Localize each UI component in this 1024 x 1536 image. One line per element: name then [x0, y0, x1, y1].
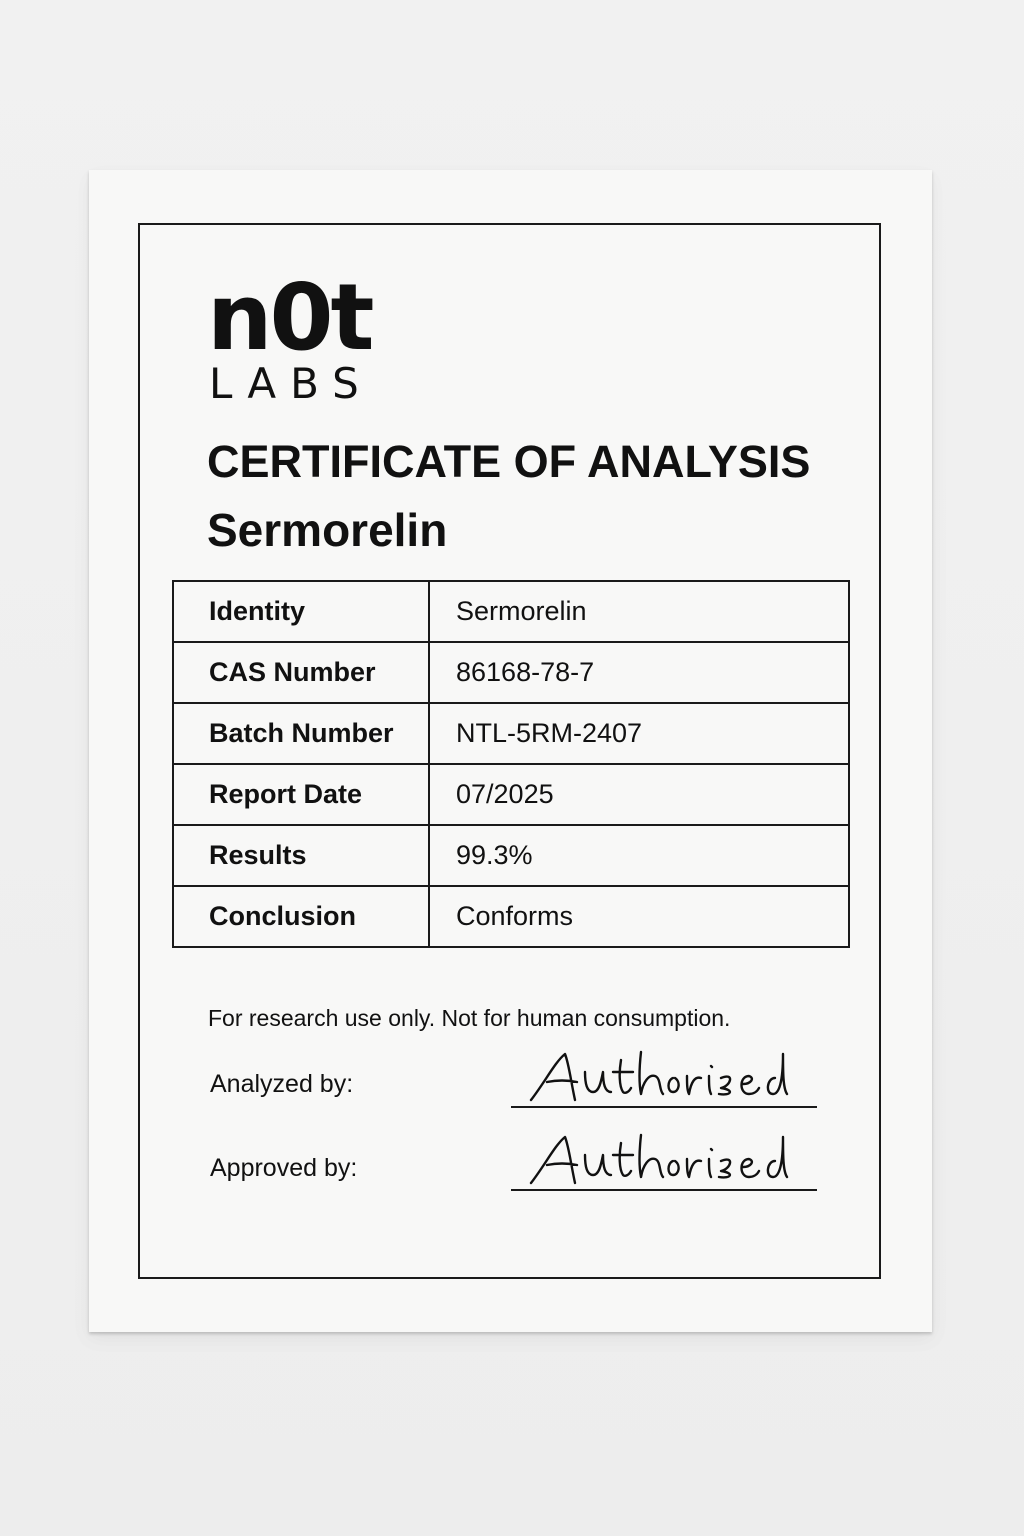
table-row — [173, 642, 849, 703]
row-label: Results — [173, 825, 429, 886]
approved-signature-line — [511, 1189, 817, 1191]
approved-by-label: Approved by: — [210, 1154, 358, 1182]
analyzed-by-label: Analyzed by: — [210, 1070, 354, 1098]
row-label: Conclusion — [173, 886, 429, 947]
row-value: 07/2025 — [429, 764, 849, 825]
logo-wordmark: n0t — [207, 264, 372, 371]
table-row — [173, 825, 849, 886]
row-value: NTL-5RM-2407 — [429, 703, 849, 764]
document-title: CERTIFICATE OF ANALYSIS — [207, 436, 811, 487]
row-label: Batch Number — [173, 703, 429, 764]
row-label: Identity — [173, 581, 429, 642]
row-value: Sermorelin — [429, 581, 849, 642]
table-row — [173, 764, 849, 825]
certificate-sheet — [89, 170, 932, 1332]
row-label: Report Date — [173, 764, 429, 825]
row-label: CAS Number — [173, 642, 429, 703]
analyzed-signature — [525, 1042, 795, 1112]
row-value: 86168-78-7 — [429, 642, 849, 703]
table-row — [173, 703, 849, 764]
disclaimer-text: For research use only. Not for human consumption. — [208, 1005, 731, 1031]
table-row — [173, 581, 849, 642]
product-name: Sermorelin — [207, 504, 448, 556]
analyzed-signature-line — [511, 1106, 817, 1108]
analysis-table — [172, 580, 850, 948]
row-value: 99.3% — [429, 825, 849, 886]
approved-signature — [525, 1125, 795, 1195]
row-value: Conforms — [429, 886, 849, 947]
table-row — [173, 886, 849, 947]
logo-subtitle: LABS — [209, 359, 373, 408]
